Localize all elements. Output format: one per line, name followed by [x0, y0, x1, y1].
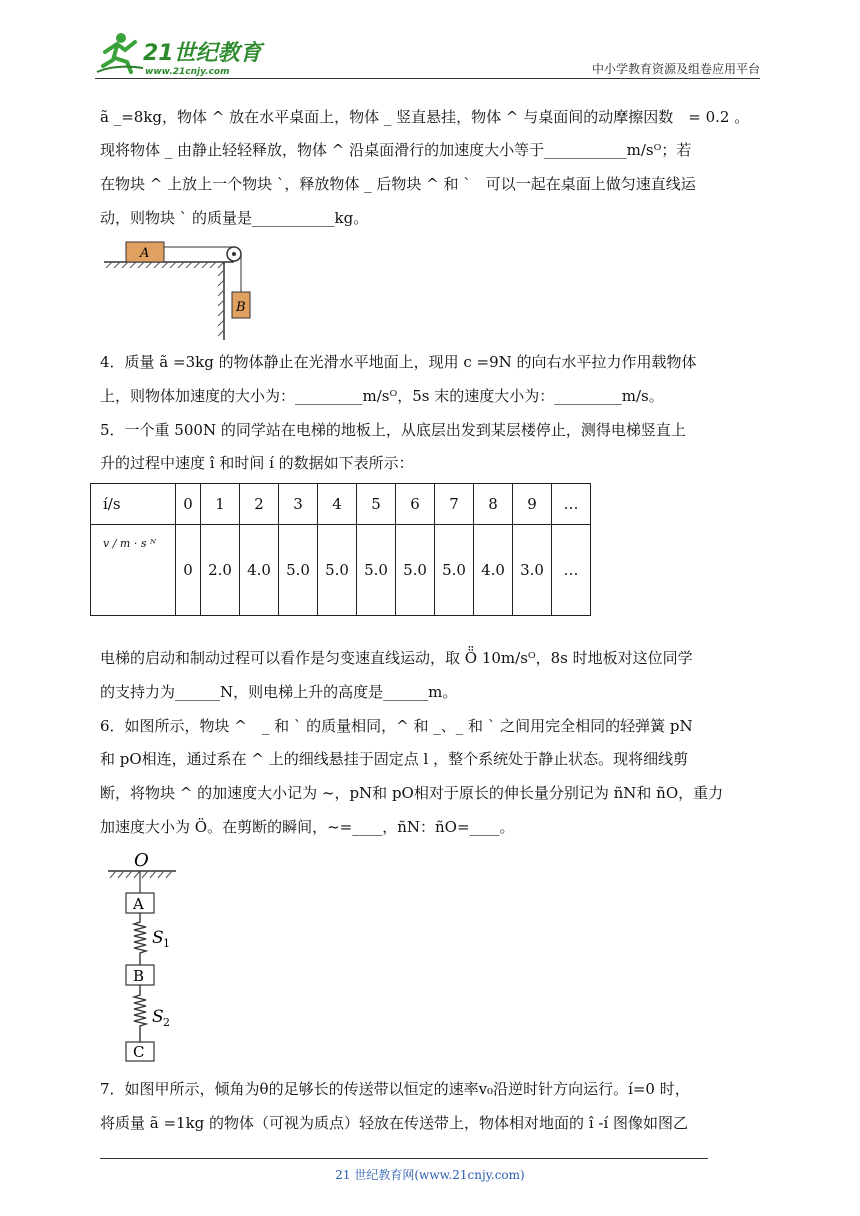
q5-line-1: 5．一个重 500N 的同学站在电梯的地板上，从底层出发到某层楼停止，测得电梯竖直上: [100, 421, 686, 439]
time-cell: 4: [318, 484, 357, 525]
site-logo: [95, 30, 265, 80]
footer-link[interactable]: 21 世纪教育网(www.21cnjy.com): [335, 1168, 525, 1182]
block-a-label: A: [140, 246, 150, 261]
q6-line-4: 加速度大小为 Ö。在剪断的瞬间，~=____，ñN：ñO=____。: [100, 818, 515, 836]
q4-line-1: 4．质量 ã =3kg 的物体静止在光滑水平地面上，现用 c =9N 的向右水平拉力作用载物体: [100, 353, 697, 371]
time-cell: 7: [435, 484, 474, 525]
velocity-table: [90, 483, 591, 616]
q3-line-1: ã _=8kg，物体 ^ 放在水平桌面上，物体 _ 竖直悬挂，物体 ^ 与桌面间的动摩擦因数 = 0.2 。: [100, 108, 750, 126]
page-header: [95, 30, 760, 80]
header-divider: [95, 78, 760, 79]
q5-line-3: 电梯的启动和制动过程可以看作是匀变速直线运动，取 Ö̈ 10m/sᴼ，8s 时地板对这位同学: [100, 649, 693, 667]
time-cell: 1: [201, 484, 240, 525]
spring-s1-subscript: 1: [163, 937, 170, 950]
q6-line-2: 和 pO相连，通过系在 ^ 上的细线悬挂于固定点 l ，整个系统处于静止状态。现将细线剪: [100, 750, 689, 768]
table-row-speed: [91, 525, 591, 616]
q5-line-4: 的支持力为______N，则电梯上升的高度是______m。: [100, 683, 458, 701]
q4-line-2: 上，则物体加速度的大小为：_________m/sᴼ，5s 末的速度大小为：_________m/s。: [100, 387, 664, 405]
q6-line-3: 断，将物块 ^ 的加速度大小记为 ~，pN和 pO相对于原长的伸长量分别记为 ñN和 ñO，重力: [100, 784, 724, 802]
time-cell: 0: [176, 484, 201, 525]
time-cell: 9: [513, 484, 552, 525]
platform-name: 中小学教育资源及组卷应用平台: [591, 62, 760, 76]
table-row-time: [91, 484, 591, 525]
speed-cell: 3.0: [513, 525, 552, 616]
block-b-label: B: [133, 967, 145, 985]
q3-figure: [100, 236, 260, 344]
speed-cell: 5.0: [357, 525, 396, 616]
spring-s1: [134, 913, 146, 965]
spring-s2-subscript: 2: [163, 1016, 170, 1029]
spring-s1-label: S: [152, 928, 164, 948]
speed-cell: 5.0: [279, 525, 318, 616]
speed-cell: …: [552, 525, 591, 616]
time-cell: 3: [279, 484, 318, 525]
edge-hatching: [218, 270, 224, 336]
time-cell: 8: [474, 484, 513, 525]
q7-line-2: 将质量 ã =1kg 的物体（可视为质点）轻放在传送带上，物体相对地面的 î -í 图像如图乙: [100, 1114, 689, 1132]
speed-cell: 4.0: [474, 525, 513, 616]
time-cell: …: [552, 484, 591, 525]
speed-cell: 5.0: [318, 525, 357, 616]
block-b-label: B: [236, 300, 246, 315]
speed-header: v / m · s ᴺ: [91, 525, 176, 616]
logo-text: 21世纪教育: [143, 41, 262, 66]
ceiling-hatching: [110, 871, 172, 878]
time-cell: 6: [396, 484, 435, 525]
time-header: í/s: [91, 484, 176, 525]
speed-cell: 5.0: [396, 525, 435, 616]
q3-line-4: 动，则物块 ` 的质量是___________kg。: [100, 209, 369, 227]
speed-cell: 2.0: [201, 525, 240, 616]
block-c-label: C: [133, 1043, 145, 1061]
time-cell: 2: [240, 484, 279, 525]
table-hatching: [106, 262, 224, 268]
q7-line-1: 7．如图甲所示，倾角为θ的足够长的传送带以恒定的速率v₀沿逆时针方向运行。í=0 时，: [100, 1080, 690, 1098]
block-a-label: A: [133, 895, 144, 913]
q5-line-2: 升的过程中速度 î 和时间 í 的数据如下表所示：: [100, 454, 414, 472]
q6-line-1: 6．如图所示，物块 ^ _ 和 ` 的质量相同，^ 和 _、_ 和 ` 之间用完全相同的轻弹簧 pN: [100, 717, 693, 735]
speed-cell: 5.0: [435, 525, 474, 616]
q3-line-2: 现将物体 _ 由静止轻轻释放，物体 ^ 沿桌面滑行的加速度大小等于___________m/sᴼ；若: [100, 141, 692, 159]
footer-divider: [100, 1158, 708, 1159]
runner-icon: [97, 33, 143, 72]
speed-cell: 0: [176, 525, 201, 616]
point-o-label: O: [134, 850, 149, 871]
speed-cell: 4.0: [240, 525, 279, 616]
spring-s2-label: S: [152, 1007, 164, 1027]
spring-s2: [134, 985, 146, 1042]
time-cell: 5: [357, 484, 396, 525]
pulley-axle: [232, 252, 236, 256]
q3-line-3: 在物块 ^ 上放上一个物块 `，释放物体 _ 后物块 ^ 和 ` 可以一起在桌面上做匀速直线运: [100, 175, 696, 193]
logo-url: www.21cnjy.com: [145, 67, 230, 77]
q6-figure: [100, 850, 190, 1065]
